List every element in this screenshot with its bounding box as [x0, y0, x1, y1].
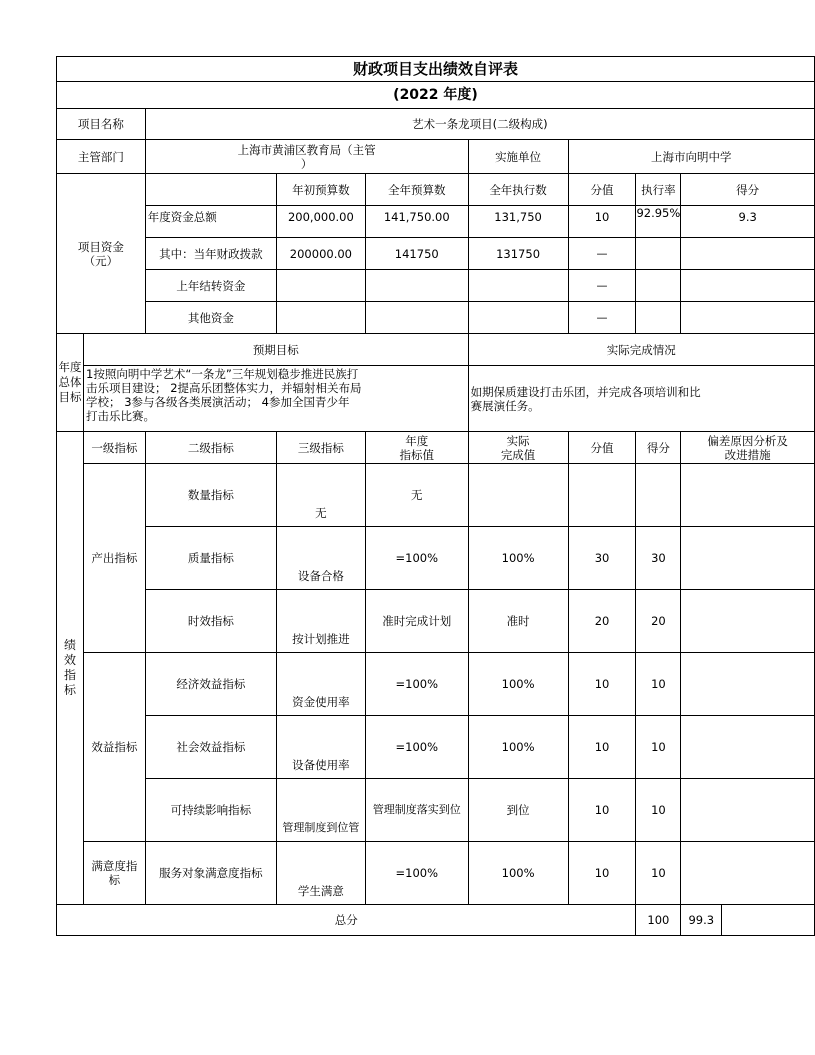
funds-row-full: 141750	[365, 238, 468, 270]
indicator-reason	[681, 716, 815, 779]
indicator-score-value: 10	[568, 716, 636, 779]
header-reason-line-1: 偏差原因分析及	[707, 433, 788, 448]
indicator-level2: 时效指标	[145, 590, 276, 653]
indicator-reason	[681, 842, 815, 905]
funds-row-score	[681, 238, 815, 270]
indicator-level3: 学生满意	[276, 842, 365, 905]
funds-row-exec: 131750	[468, 238, 568, 270]
indicator-target: 无	[365, 464, 468, 527]
dept-line-2: ）	[300, 156, 313, 171]
funds-row-rate	[636, 270, 681, 302]
funds-header-blank	[145, 174, 276, 206]
header-reason-line-2: 改进措施	[724, 447, 771, 462]
indicator-score	[636, 464, 681, 527]
goals-label-2: 总体	[58, 375, 82, 389]
indicator-actual	[468, 464, 568, 527]
funds-row-full	[365, 302, 468, 334]
funds-row-exec	[468, 270, 568, 302]
indicator-reason	[681, 779, 815, 842]
indicator-reason	[681, 590, 815, 653]
indicator-level3: 设备合格	[276, 527, 365, 590]
header-actual-line-2: 完成值	[500, 447, 536, 462]
page-title: 财政项目支出绩效自评表	[57, 57, 815, 82]
level1-output: 产出指标	[84, 464, 146, 653]
indicator-target: 准时完成计划	[365, 590, 468, 653]
indicator-level3: 设备使用率	[276, 716, 365, 779]
side-char: 标	[64, 683, 77, 697]
funds-header-exec: 全年执行数	[468, 174, 568, 206]
funds-header-score: 得分	[681, 174, 815, 206]
indicator-target: =100%	[365, 842, 468, 905]
header-level2: 二级指标	[145, 432, 276, 464]
indicator-score: 10	[636, 779, 681, 842]
funds-row-label: 上年结转资金	[145, 270, 276, 302]
indicator-actual: 到位	[468, 779, 568, 842]
funds-row-label: 其中：当年财政拨款	[145, 238, 276, 270]
level1-benefit: 效益指标	[84, 653, 146, 842]
expected-goal-line: 打击乐比赛。	[86, 409, 156, 423]
indicator-target: 管理制度落实到位	[365, 779, 468, 842]
header-actual	[468, 432, 568, 464]
indicator-score-value: 10	[568, 653, 636, 716]
impl-unit-label: 实施单位	[468, 140, 568, 174]
dept-value	[145, 140, 468, 174]
indicator-score-value: 30	[568, 527, 636, 590]
header-level3: 三级指标	[276, 432, 365, 464]
indicator-score-value: 10	[568, 779, 636, 842]
funds-row-score-value: —	[568, 302, 636, 334]
indicator-target: =100%	[365, 653, 468, 716]
indicator-actual: 100%	[468, 842, 568, 905]
funds-label	[57, 174, 146, 334]
funds-row-init: 200,000.00	[276, 206, 365, 238]
funds-row-full: 141,750.00	[365, 206, 468, 238]
header-reason	[681, 432, 815, 464]
header-score: 得分	[636, 432, 681, 464]
total-score-value: 100	[636, 905, 681, 936]
header-target-line-1: 年度	[405, 433, 429, 448]
funds-row-score	[681, 270, 815, 302]
side-char: 指	[64, 668, 77, 682]
actual-result-line: 如期保质建设打击乐团，并完成各项培训和比	[470, 384, 701, 399]
indicator-actual: 100%	[468, 716, 568, 779]
expected-goal-line: 击乐项目建设； 2提高乐团整体实力，并辐射相关布局	[86, 381, 362, 395]
funds-header-rate: 执行率	[636, 174, 681, 206]
indicator-level3: 管理制度到位管	[276, 779, 365, 842]
self-evaluation-table	[56, 56, 815, 936]
funds-header-score-value: 分值	[568, 174, 636, 206]
funds-row-label: 其他资金	[145, 302, 276, 334]
indicator-level2: 社会效益指标	[145, 716, 276, 779]
indicator-score: 10	[636, 842, 681, 905]
dept-line-1: 上海市黄浦区教育局（主管	[237, 142, 376, 157]
side-char: 绩	[64, 638, 77, 652]
funds-row-score-value: —	[568, 270, 636, 302]
funds-row-init	[276, 270, 365, 302]
indicator-target: =100%	[365, 716, 468, 779]
level1-satisfaction: 满意度指标	[84, 842, 146, 905]
indicator-score: 30	[636, 527, 681, 590]
funds-row-exec	[468, 302, 568, 334]
indicator-score-value: 20	[568, 590, 636, 653]
goals-label	[57, 334, 84, 432]
impl-unit-value: 上海市向明中学	[568, 140, 814, 174]
indicator-actual: 100%	[468, 527, 568, 590]
funds-row-label: 年度资金总额	[145, 206, 276, 238]
indicator-actual: 100%	[468, 653, 568, 716]
goals-label-1: 年度	[58, 360, 82, 374]
indicator-score: 10	[636, 716, 681, 779]
header-target	[365, 432, 468, 464]
header-score-value: 分值	[568, 432, 636, 464]
total-label: 总分	[57, 905, 636, 936]
indicator-level2: 可持续影响指标	[145, 779, 276, 842]
header-target-line-2: 指标值	[399, 447, 434, 462]
funds-row-rate	[636, 302, 681, 334]
total-blank	[722, 905, 815, 936]
funds-label-line-2: （元）	[83, 253, 119, 268]
expected-goal-header: 预期目标	[84, 334, 469, 366]
indicator-level3: 资金使用率	[276, 653, 365, 716]
dept-label: 主管部门	[57, 140, 146, 174]
indicator-level2: 质量指标	[145, 527, 276, 590]
expected-goal-text	[84, 366, 469, 432]
indicator-score-value	[568, 464, 636, 527]
project-name-label: 项目名称	[57, 109, 146, 140]
indicator-level3: 按计划推进	[276, 590, 365, 653]
indicator-reason	[681, 527, 815, 590]
funds-row-rate	[636, 238, 681, 270]
funds-row-init	[276, 302, 365, 334]
funds-row-init: 200000.00	[276, 238, 365, 270]
funds-header-full: 全年预算数	[365, 174, 468, 206]
indicator-reason	[681, 653, 815, 716]
expected-goal-line: 学校； 3参与各级各类展演活动； 4参加全国青少年	[86, 395, 350, 409]
indicator-actual: 准时	[468, 590, 568, 653]
indicator-target: =100%	[365, 527, 468, 590]
actual-result-header: 实际完成情况	[468, 334, 814, 366]
funds-row-score-value: 10	[568, 206, 636, 238]
funds-row-score-value: —	[568, 238, 636, 270]
header-level1: 一级指标	[84, 432, 146, 464]
indicator-level3: 无	[276, 464, 365, 527]
indicators-side-label	[57, 432, 84, 905]
header-actual-line-1: 实际	[506, 433, 530, 448]
side-char: 效	[64, 653, 77, 667]
indicator-level2: 服务对象满意度指标	[145, 842, 276, 905]
total-score: 99.3	[681, 905, 722, 936]
project-name: 艺术一条龙项目(二级构成)	[145, 109, 814, 140]
funds-row-rate: 92.95%	[636, 206, 681, 238]
year-subtitle: (2022 年度)	[57, 82, 815, 109]
actual-result-line: 赛展演任务。	[470, 398, 540, 413]
funds-row-score: 9.3	[681, 206, 815, 238]
indicator-score-value: 10	[568, 842, 636, 905]
indicator-score: 20	[636, 590, 681, 653]
indicator-score: 10	[636, 653, 681, 716]
funds-label-line-1: 项目资金	[77, 239, 124, 254]
indicator-level2: 数量指标	[145, 464, 276, 527]
expected-goal-line: 1按照向明中学艺术“一条龙”三年规划稳步推进民族打	[86, 367, 359, 381]
actual-result-text	[468, 366, 814, 432]
funds-row-exec: 131,750	[468, 206, 568, 238]
goals-label-3: 目标	[58, 390, 82, 404]
indicator-reason	[681, 464, 815, 527]
indicator-level2: 经济效益指标	[145, 653, 276, 716]
funds-header-init: 年初预算数	[276, 174, 365, 206]
funds-row-score	[681, 302, 815, 334]
funds-row-full	[365, 270, 468, 302]
